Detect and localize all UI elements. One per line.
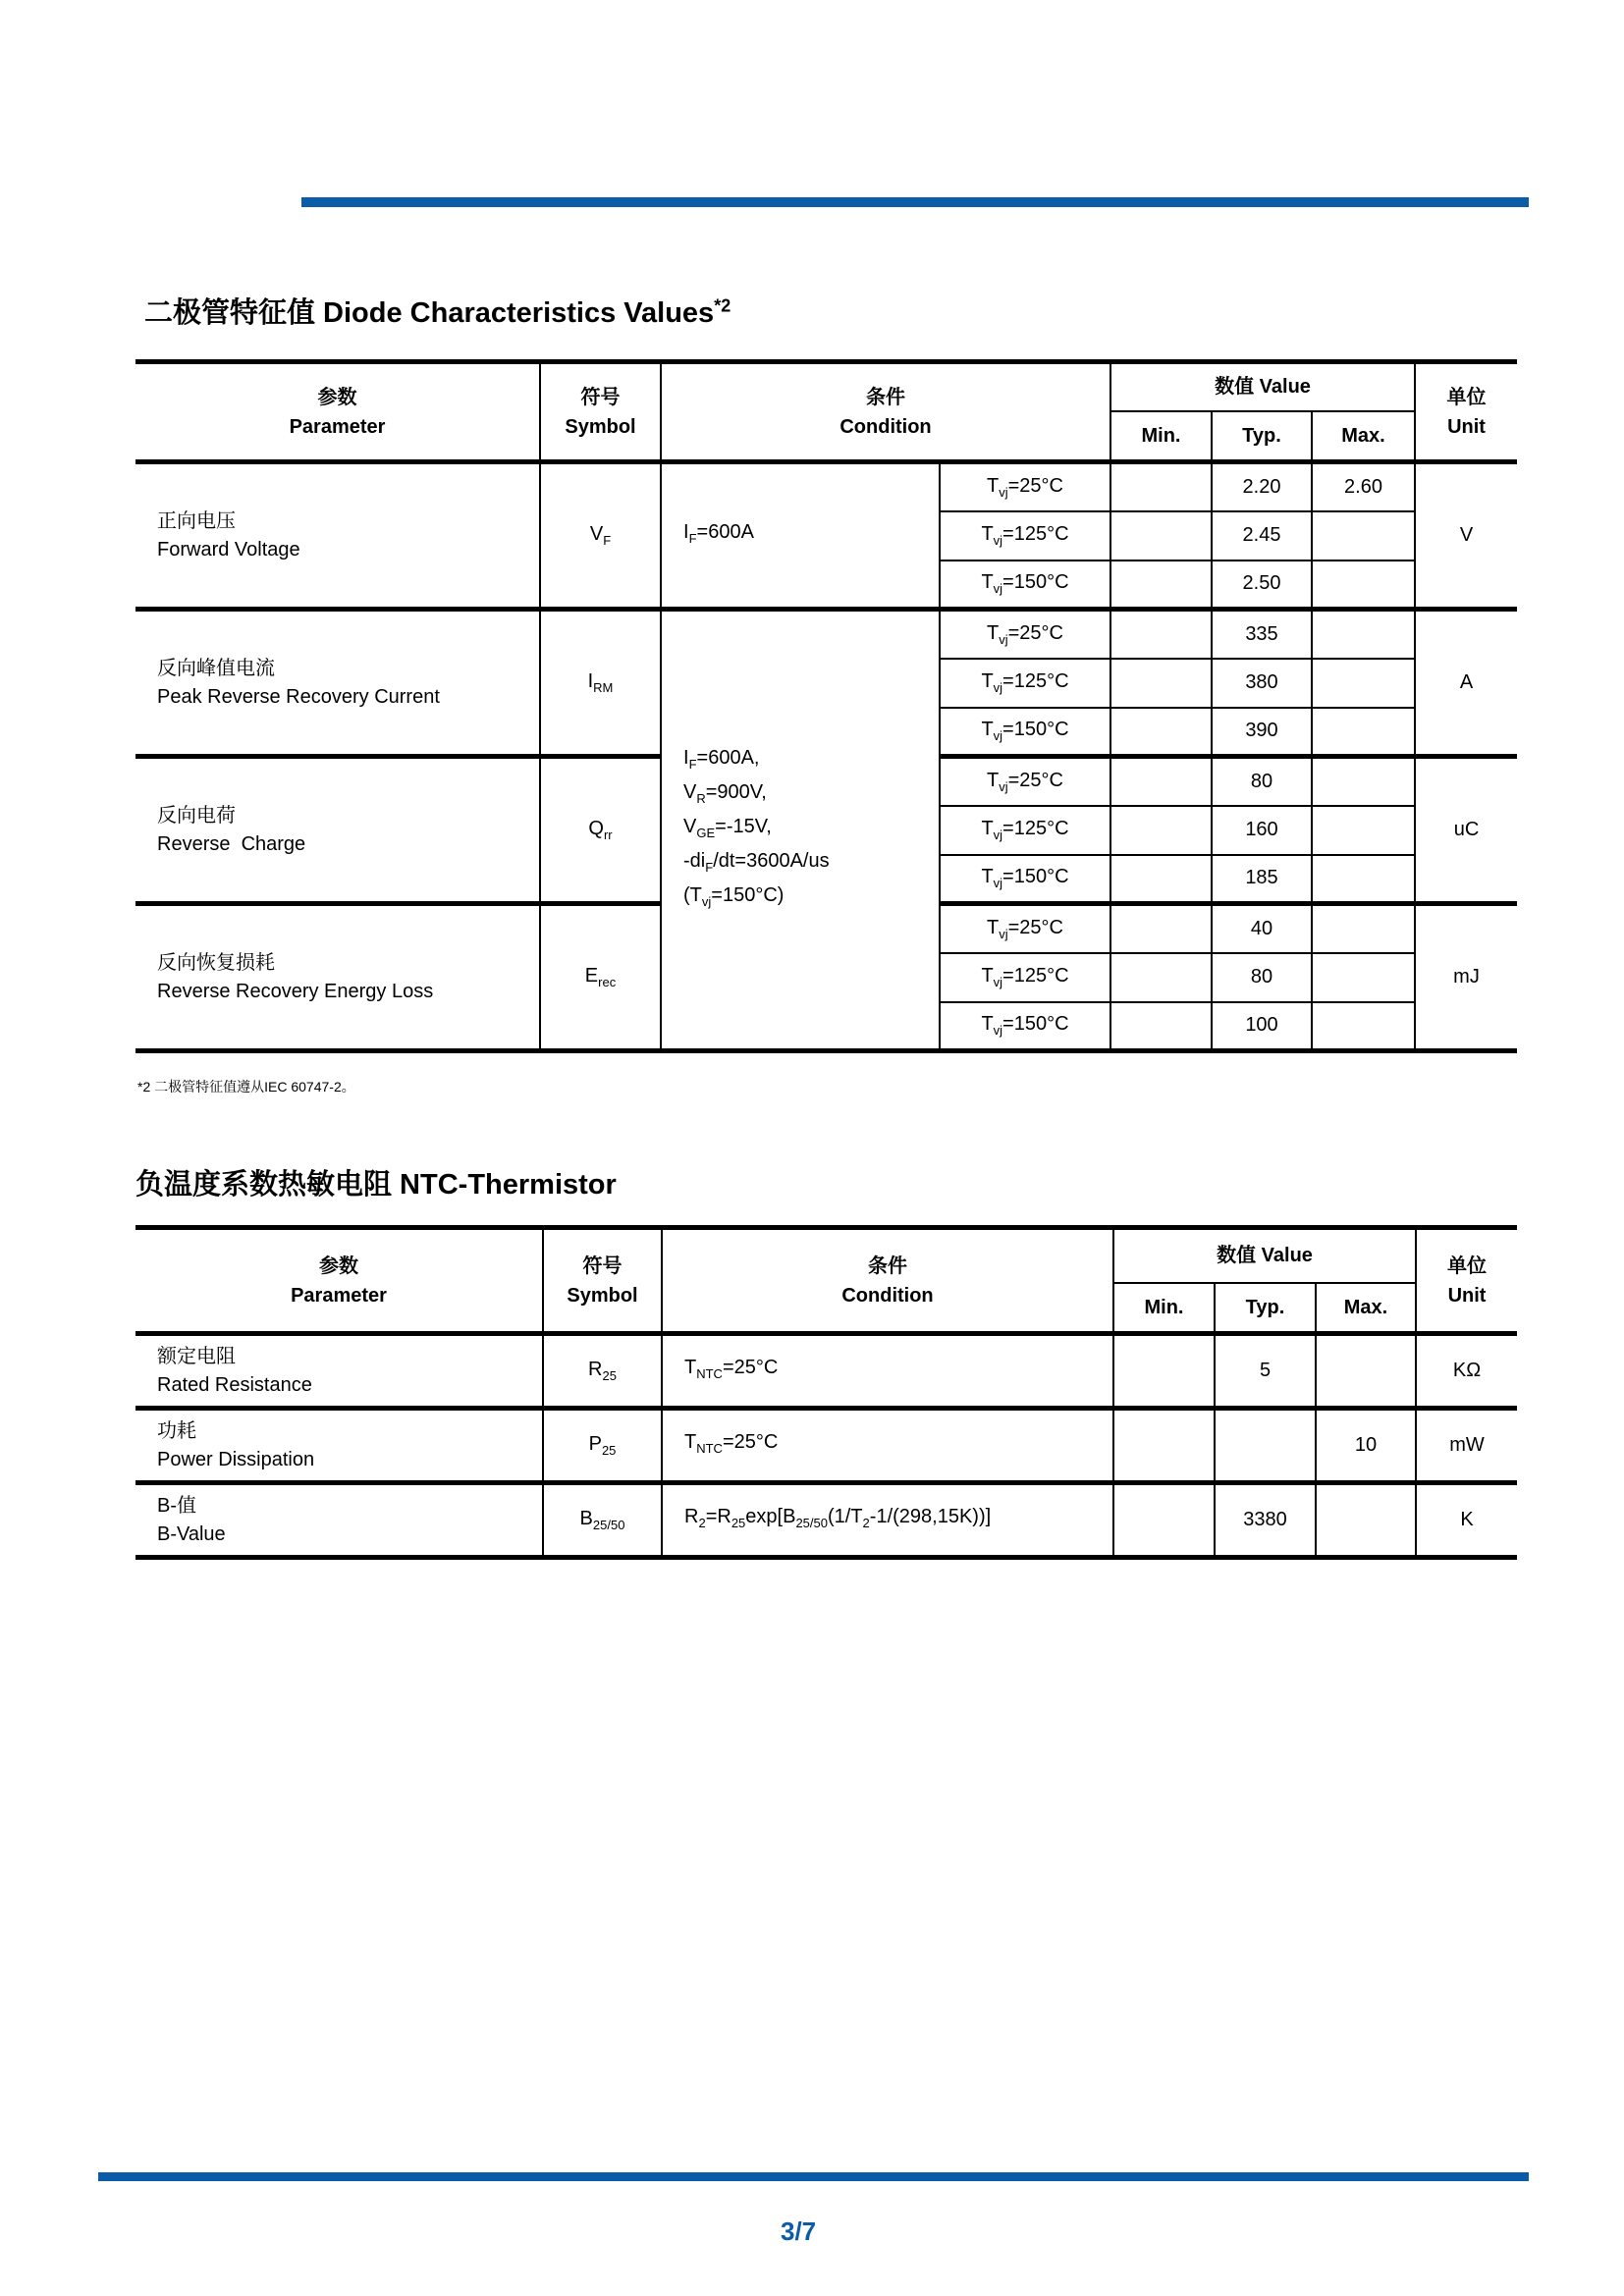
header-min: Min.	[1110, 411, 1212, 462]
min-cell	[1113, 1483, 1215, 1558]
header-symbol: 符号 Symbol	[543, 1228, 662, 1334]
tvj-cell: $T_{vj}=25^\circ C$	[940, 904, 1110, 953]
typ-cell: 390	[1212, 708, 1312, 757]
max-cell	[1312, 953, 1415, 1002]
tvj-cell: $T_{vj}=125^\circ C$	[940, 659, 1110, 708]
typ-cell: 80	[1212, 757, 1312, 806]
min-cell	[1113, 1334, 1215, 1409]
diode-title-footnote-ref: *2	[714, 295, 731, 316]
typ-cell: 3380	[1215, 1483, 1316, 1558]
tvj-cell: $T_{vj}=150^\circ C$	[940, 708, 1110, 757]
header-min: Min.	[1113, 1283, 1215, 1334]
ntc-section-title: 负温度系数热敏电阻 NTC-Thermistor	[135, 1169, 617, 1201]
header-bar	[301, 197, 1529, 207]
diode-footnote: *2 二极管特征值遵从IEC 60747-2。	[137, 1079, 355, 1095]
condition-shared: $I_F=600A$, $V_R=900V$, $V_{GE}=-15V$, $-di_F/dt=3600A/us$ $(T_{vj}=150^\circ C)$	[661, 610, 940, 1051]
header-unit: 单位 Unit	[1416, 1228, 1517, 1334]
min-cell	[1110, 610, 1212, 659]
tvj-cell: $T_{vj}=125^\circ C$	[940, 511, 1110, 561]
typ-cell: 2.45	[1212, 511, 1312, 561]
param-reverse-recovery-energy-loss: 反向恢复损耗 Reverse Recovery Energy Loss	[135, 904, 540, 1051]
symbol-vf: $V_F$	[540, 462, 661, 610]
typ-cell: 100	[1212, 1002, 1312, 1051]
table-row	[135, 610, 1517, 659]
min-cell	[1110, 561, 1212, 610]
header-value: 数值 Value	[1113, 1228, 1416, 1283]
unit-cell: K	[1416, 1483, 1517, 1558]
param-power-dissipation: 功耗 Power Dissipation	[135, 1409, 543, 1483]
header-unit: 单位 Unit	[1415, 362, 1517, 462]
max-cell	[1312, 806, 1415, 855]
max-cell	[1312, 757, 1415, 806]
typ-cell: 40	[1212, 904, 1312, 953]
symbol-r25: $R_{25}$	[543, 1334, 662, 1409]
min-cell	[1110, 511, 1212, 561]
max-cell	[1312, 1002, 1415, 1051]
header-condition: 条件 Condition	[662, 1228, 1113, 1334]
typ-cell: 380	[1212, 659, 1312, 708]
condition-cell: $T_{NTC}=25^\circ C$	[662, 1334, 1113, 1409]
typ-cell: 2.20	[1212, 462, 1312, 511]
symbol-p25: $P_{25}$	[543, 1409, 662, 1483]
header-condition: 条件 Condition	[661, 362, 1110, 462]
symbol-b2550: $B_{25/50}$	[543, 1483, 662, 1558]
min-cell	[1110, 462, 1212, 511]
max-cell	[1316, 1334, 1416, 1409]
header-symbol: 符号 Symbol	[540, 362, 661, 462]
min-cell	[1110, 806, 1212, 855]
header-parameter: 参数 Parameter	[135, 1228, 543, 1334]
param-reverse-charge: 反向电荷 Reverse Charge	[135, 757, 540, 904]
min-cell	[1110, 659, 1212, 708]
page-number: 3/7	[781, 2216, 817, 2246]
max-cell	[1312, 610, 1415, 659]
max-cell: 2.60	[1312, 462, 1415, 511]
header-value: 数值 Value	[1110, 362, 1415, 411]
condition-cell: $T_{NTC}=25^\circ C$	[662, 1409, 1113, 1483]
max-cell: 10	[1316, 1409, 1416, 1483]
diode-characteristics-table	[135, 359, 1517, 1053]
typ-cell: 5	[1215, 1334, 1316, 1409]
unit-cell: KΩ	[1416, 1334, 1517, 1409]
min-cell	[1110, 904, 1212, 953]
diode-section-title	[144, 291, 731, 331]
max-cell	[1312, 904, 1415, 953]
min-cell	[1110, 757, 1212, 806]
typ-cell: 335	[1212, 610, 1312, 659]
typ-cell: 185	[1212, 855, 1312, 904]
symbol-irm: $I_{RM}$	[540, 610, 661, 757]
unit-cell: uC	[1415, 757, 1517, 904]
param-b-value: B-值 B-Value	[135, 1483, 543, 1558]
table-row	[135, 1483, 1517, 1558]
tvj-cell: $T_{vj}=25^\circ C$	[940, 462, 1110, 511]
max-cell	[1312, 855, 1415, 904]
diode-title-text: 二极管特征值 Diode Characteristics Values	[144, 297, 715, 329]
min-cell	[1110, 953, 1212, 1002]
unit-cell: mW	[1416, 1409, 1517, 1483]
max-cell	[1312, 659, 1415, 708]
tvj-cell: $T_{vj}=25^\circ C$	[940, 757, 1110, 806]
min-cell	[1110, 1002, 1212, 1051]
tvj-cell: $T_{vj}=25^\circ C$	[940, 610, 1110, 659]
typ-cell: 2.50	[1212, 561, 1312, 610]
max-cell	[1316, 1483, 1416, 1558]
condition-cell: $R_2=R_{25}\exp[B_{25/50}(1/T_2-1/(298,15K))]$	[662, 1483, 1113, 1558]
tvj-cell: $T_{vj}=125^\circ C$	[940, 806, 1110, 855]
symbol-qrr: $Q_{rr}$	[540, 757, 661, 904]
min-cell	[1113, 1409, 1215, 1483]
header-max: Max.	[1312, 411, 1415, 462]
table-row	[135, 1409, 1517, 1483]
ntc-thermistor-table	[135, 1225, 1517, 1560]
max-cell	[1312, 708, 1415, 757]
header-max: Max.	[1316, 1283, 1416, 1334]
param-peak-reverse-recovery-current: 反向峰值电流 Peak Reverse Recovery Current	[135, 610, 540, 757]
max-cell	[1312, 511, 1415, 561]
unit-cell: mJ	[1415, 904, 1517, 1051]
header-parameter: 参数 Parameter	[135, 362, 540, 462]
table-row	[135, 462, 1517, 511]
header-typ: Typ.	[1212, 411, 1312, 462]
max-cell	[1312, 561, 1415, 610]
footer-bar	[98, 2172, 1529, 2181]
unit-cell: V	[1415, 462, 1517, 610]
unit-cell: A	[1415, 610, 1517, 757]
condition-vf: $I_F=600A$	[661, 462, 940, 610]
param-forward-voltage: 正向电压 Forward Voltage	[135, 462, 540, 610]
min-cell	[1110, 855, 1212, 904]
min-cell	[1110, 708, 1212, 757]
symbol-erec: $E_{rec}$	[540, 904, 661, 1051]
typ-cell: 160	[1212, 806, 1312, 855]
tvj-cell: $T_{vj}=125^\circ C$	[940, 953, 1110, 1002]
tvj-cell: $T_{vj}=150^\circ C$	[940, 561, 1110, 610]
tvj-cell: $T_{vj}=150^\circ C$	[940, 855, 1110, 904]
table-row	[135, 1334, 1517, 1409]
tvj-cell: $T_{vj}=150^\circ C$	[940, 1002, 1110, 1051]
typ-cell	[1215, 1409, 1316, 1483]
param-rated-resistance: 额定电阻 Rated Resistance	[135, 1334, 543, 1409]
header-typ: Typ.	[1215, 1283, 1316, 1334]
typ-cell: 80	[1212, 953, 1312, 1002]
